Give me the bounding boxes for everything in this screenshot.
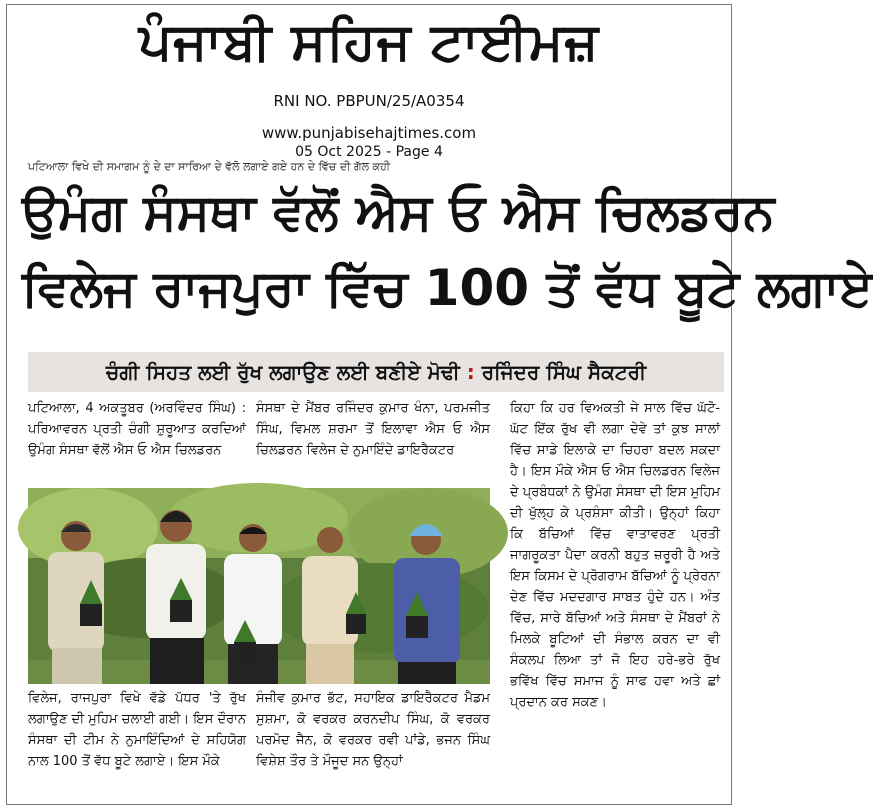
column-2-top-text: ਸੰਸਥਾ ਦੇ ਮੈਂਬਰ ਰਜਿੰਦਰ ਕੁਮਾਰ ਖੰਨਾ, ਪਰਮਜੀਤ ਸਿੰਘ, ਵਿਮਲ ਸ਼ਰਮਾ ਤੋਂ ਇਲਾਵਾ ਐਸ ਓ ਐਸ ਚਿਲਡਰਨ ਵਿਲੇਜ ਦੇ ਨੁਮਾਇੰਦੇ ਡਾਇਰੈਕਟਰ — [256, 401, 490, 458]
column-3 — [510, 398, 720, 800]
column-2-top — [256, 398, 490, 484]
column-1-top-text: ਪਟਿਆਲਾ, 4 ਅਕਤੂਬਰ (ਅਰਵਿੰਦਰ ਸਿੰਘ) : ਪਰਿਆਵਰਨ ਪ੍ਰਤੀ ਚੰਗੀ ਸ਼ੁਰੂਆਤ ਕਰਦਿਆਂ ਉਮੰਗ ਸੰਸਥਾ ਵੱਲੋਂ ਐਸ ਓ ਐਸ ਚਿਲਡਰਨ — [28, 401, 246, 458]
column-1-top — [28, 398, 246, 484]
subheadline-right: ਰਜਿੰਦਰ ਸਿੰਘ ਸੈਕਟਰੀ — [481, 360, 647, 384]
headline-line-2: ਵਿਲੇਜ ਰਾਜਪੁਰਾ ਵਿੱਚ 100 ਤੋਂ ਵੱਧ ਬੂਟੇ ਲਗਾਏ — [22, 259, 873, 317]
column-1-bottom — [28, 688, 246, 800]
subheadline-separator: : — [459, 360, 482, 384]
masthead-title: ਪੰਜਾਬੀ ਸਹਿਜ ਟਾਈਮਜ਼ — [138, 12, 600, 72]
subheadline-banner — [28, 352, 724, 392]
website-link[interactable]: www.punjabisehajtimes.com — [261, 124, 477, 142]
headline-line-1: ਉਮੰਗ ਸੰਸਥਾ ਵੱਲੋਂ ਐਸ ਓ ਐਸ ਚਿਲਡਰਨ — [22, 183, 775, 241]
news-photo — [28, 488, 490, 684]
rni-number: RNI NO. PBPUN/25/A0354 — [273, 92, 465, 110]
column-1-bottom-text: ਵਿਲੇਜ, ਰਾਜਪੁਰਾ ਵਿਖੇ ਵੱਡੇ ਪੱਧਰ 'ਤੇ ਰੁੱਖ ਲਗਾਉਣ ਦੀ ਮੁਹਿਮ ਚਲਾਈ ਗਈ। ਇਸ ਦੌਰਾਨ ਸੰਸਥਾ ਦੀ ਟੀਮ ਨੇ ਨੁਮਾਇੰਦਿਆਂ ਦੇ ਸਹਿਯੋਗ ਨਾਲ 100 ਤੋਂ ਵੱਧ ਬੂਟੇ ਲਗਾਏ। ਇਸ ਮੌਕੇ — [28, 691, 246, 769]
column-2-bottom-text: ਸੰਜੀਵ ਕੁਮਾਰ ਭੱਟ, ਸਹਾਇਕ ਡਾਇਰੈਕਟਰ ਮੈਡਮ ਸੁਸ਼ਮਾ, ਕੋ ਵਰਕਰ ਕਰਨਦੀਪ ਸਿੰਘ, ਕੋ ਵਰਕਰ ਪਰਮੋਦ ਜੈਨ, ਕੋ ਵਰਕਰ ਰਵੀ ਪਾਂਡੇ, ਭਜਨ ਸਿੰਘ ਵਿਸ਼ੇਸ਼ ਤੌਰ ਤੇ ਮੌਜੂਦ ਸਨ ਉਨ੍ਹਾਂ — [256, 691, 490, 769]
column-2-bottom — [256, 688, 490, 800]
column-3-text: ਕਿਹਾ ਕਿ ਹਰ ਵਿਅਕਤੀ ਜੇ ਸਾਲ ਵਿੱਚ ਘੱਟੋ-ਘੱਟ ਇੱਕ ਰੁੱਖ ਵੀ ਲਗਾ ਦੇਵੇ ਤਾਂ ਕੁਝ ਸਾਲਾਂ ਵਿੱਚ ਸਾਡੇ ਇਲਾਕੇ ਦਾ ਚਿਹਰਾ ਬਦਲ ਸਕਦਾ ਹੈ। ਇਸ ਮੌਕੇ ਐਸ ਓ ਐਸ ਚਿਲਡਰਨ ਵਿਲੇਜ ਦੇ ਪ੍ਰਬੰਧਕਾਂ ਨੇ ਉਮੰਗ ਸੰਸਥਾ ਦੀ ਇਸ ਮੁਹਿਮ ਦੀ ਖੁੱਲ੍ਹ ਕੇ ਪ੍ਰਸ਼ੰਸਾ ਕੀਤੀ। ਉਨ੍ਹਾਂ ਕਿਹਾ ਕਿ ਬੱਚਿਆਂ ਵਿੱਚ ਵਾਤਾਵਰਣ ਪ੍ਰਤੀ ਜਾਗਰੂਕਤਾ ਪੈਦਾ ਕਰਨੀ ਬਹੁਤ ਜ਼ਰੂਰੀ ਹੈ ਅਤੇ ਇਸ ਕਿਸਮ ਦੇ ਪ੍ਰੋਗਰਾਮ ਬੱਚਿਆਂ ਨੂੰ ਪ੍ਰੇਰਨਾ ਦੇਣ ਵਿੱਚ ਮਦਦਗਾਰ ਸਾਬਤ ਹੁੰਦੇ ਹਨ। ਅੰਤ ਵਿੱਚ, ਸਾਰੇ ਬੱਚਿਆਂ ਅਤੇ ਸੰਸਥਾ ਦੇ ਮੈਂਬਰਾਂ ਨੇ ਮਿਲਕੇ ਬੂਟਿਆਂ ਦੀ ਸੰਭਾਲ ਕਰਨ ਦਾ ਵੀ ਸੰਕਲਪ ਲਿਆ ਤਾਂ ਜੋ ਇਹ ਹਰੇ-ਭਰੇ ਰੁੱਖ ਭਵਿੱਖ ਵਿੱਚ ਸਮਾਜ ਨੂੰ ਸਾਫ ਹਵਾ ਅਤੇ ਛਾਂ ਪ੍ਰਦਾਨ ਕਰ ਸਕਣ। — [510, 401, 720, 710]
cut-off-text-line: ਪਟਿਆਲਾ ਵਿਖੇ ਦੀ ਸਮਾਗਮ ਨੂੰ ਦੇ ਦਾ ਸਾਰਿਆ ਦੇ ਵੱਲੋ ਲਗਾਏ ਗਏ ਹਨ ਦੇ ਵਿੱਚ ਦੀ ਗੱਲ ਕਹੀ — [28, 160, 391, 173]
date-page: 05 Oct 2025 - Page 4 — [295, 144, 443, 160]
subheadline-left: ਚੰਗੀ ਸਿਹਤ ਲਈ ਰੁੱਖ ਲਗਾਉਣ ਲਈ ਬਣੀਏ ਮੋਢੀ — [105, 360, 460, 384]
